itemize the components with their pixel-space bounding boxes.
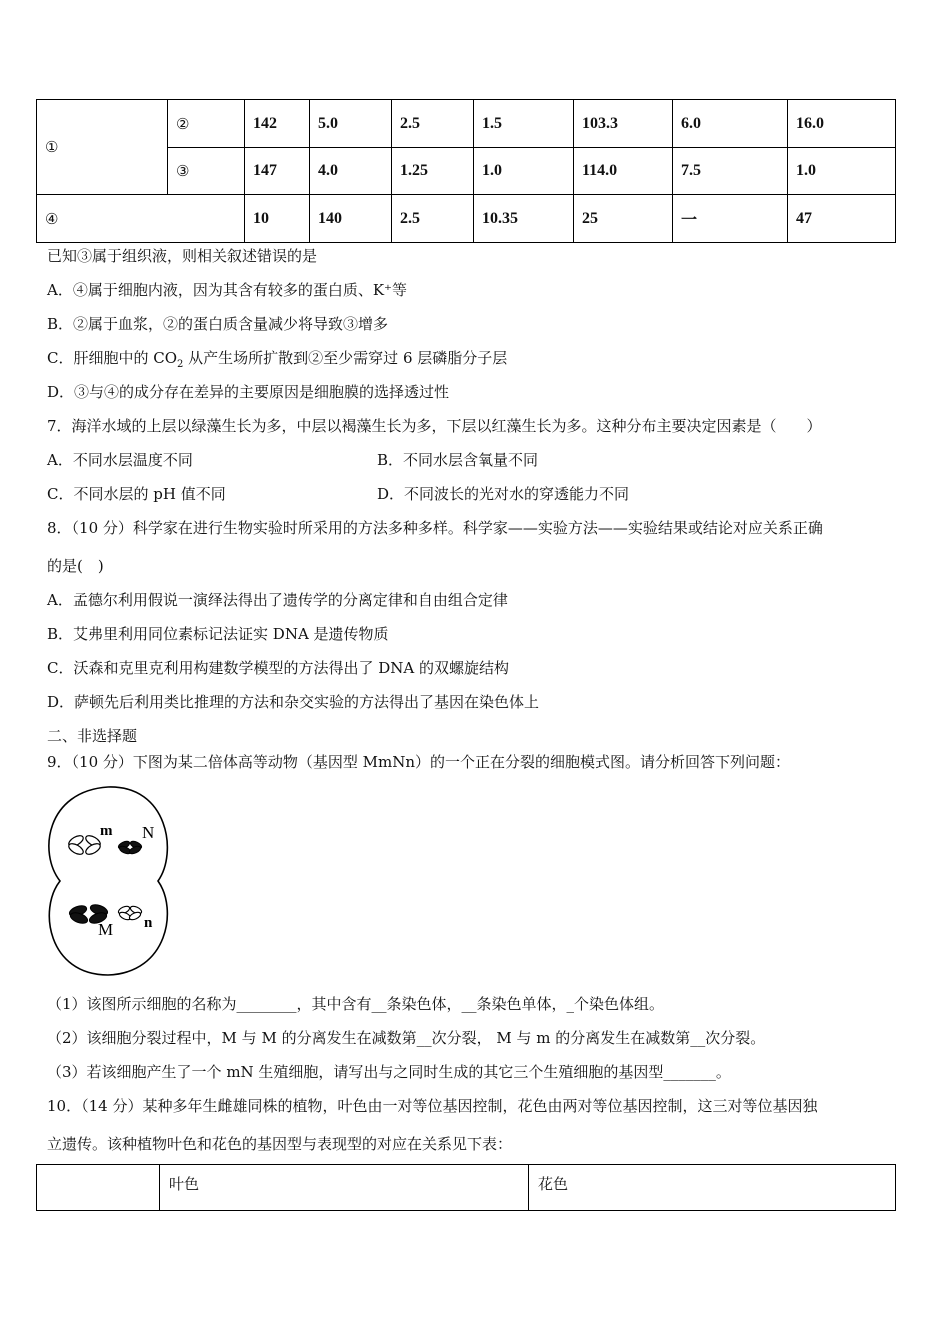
table-header-empty: [37, 1165, 160, 1211]
row-sub-label: ②: [168, 100, 245, 148]
q6-option-c-pre: C．肝细胞中的 CO: [47, 349, 178, 367]
table-cell: 10: [245, 195, 310, 243]
table-cell: 4.0: [310, 148, 392, 195]
q8-stem-line1: 8．（10 分）科学家在进行生物实验时所采用的方法多种多样。科学家——实验方法——实验结果或结论对应关系正确: [47, 519, 823, 537]
q6-option-c: [47, 348, 507, 375]
table-cell: 7.5: [673, 148, 788, 195]
table-cell: 25: [574, 195, 673, 243]
q10-stem-line1: 10．（14 分）某种多年生雌雄同株的植物，叶色由一对等位基因控制，花色由两对等位基因控制，这三对等位基因独: [47, 1097, 818, 1115]
dividing-cell-figure: [46, 783, 176, 979]
q7-option-d: D．不同波长的光对水的穿透能力不同: [377, 485, 630, 503]
table-cell: 5.0: [310, 100, 392, 148]
table-cell: 16.0: [788, 100, 896, 148]
q10-stem-line2: 立遗传。该种植物叶色和花色的基因型与表现型的对应在关系见下表：: [47, 1135, 513, 1153]
q6-option-a: A．④属于细胞内液，因为其含有较多的蛋白质、K⁺等: [47, 281, 407, 299]
q6-option-d: D．③与④的成分存在差异的主要原因是细胞膜的选择透过性: [47, 383, 450, 401]
chromosome-N: [117, 840, 142, 856]
chromosome-m: [67, 834, 102, 857]
label-m: m: [100, 823, 113, 839]
q9-part2: （2）该细胞分裂过程中，M 与 M 的分离发生在减数第__次分裂， M 与 m 的分离发生在减数第__次分裂。: [47, 1029, 766, 1047]
chromosome-n: [117, 905, 142, 922]
q8-option-d: D．萨顿先后利用类比推理的方法和杂交实验的方法得出了基因在染色体上: [47, 693, 540, 711]
table-cell: 47: [788, 195, 896, 243]
q8-option-c: C．沃森和克里克利用构建数学模型的方法得出了 DNA 的双螺旋结构: [47, 659, 509, 677]
table-cell: 1.0: [474, 148, 574, 195]
table-cell: 6.0: [673, 100, 788, 148]
table-cell: 2.5: [392, 100, 474, 148]
row-group-label: ④: [37, 195, 245, 243]
table-cell: 2.5: [392, 195, 474, 243]
table-cell: 一: [673, 195, 788, 243]
q7-option-a: A．不同水层温度不同: [47, 451, 193, 469]
q6-option-c-sub: 2: [177, 359, 184, 370]
table-header-leaf-color: 叶色: [160, 1165, 529, 1211]
section-heading: 二、非选择题: [47, 727, 138, 745]
q7-option-b: B．不同水层含氧量不同: [377, 451, 539, 469]
table-cell: 147: [245, 148, 310, 195]
table-cell: 114.0: [574, 148, 673, 195]
q9-part1: （1）该图所示细胞的名称为________，其中含有__条染色体，__条染色单体，_个染色体组。: [47, 995, 665, 1013]
label-n: n: [144, 915, 153, 931]
q6-option-b: B．②属于血浆，②的蛋白质含量减少将导致③增多: [47, 315, 389, 333]
table-cell: 103.3: [574, 100, 673, 148]
table-cell: 1.25: [392, 148, 474, 195]
q9-stem: 9．（10 分）下图为某二倍体高等动物（基因型 MmNn）的一个正在分裂的细胞模式图。请分析回答下列问题：: [47, 753, 791, 771]
label-M: M: [98, 920, 114, 939]
q6-option-c-post: 从产生场所扩散到②至少需穿过 6 层磷脂分子层: [183, 349, 508, 367]
phenotype-table: [36, 1164, 896, 1211]
table-header-flower-color: 花色: [529, 1165, 896, 1211]
row-group-label: ①: [37, 100, 168, 195]
q9-part3: （3）若该细胞产生了一个 mN 生殖细胞，请写出与之同时生成的其它三个生殖细胞的基因型_______。: [47, 1063, 731, 1081]
q6-stem: 已知③属于组织液，则相关叙述错误的是: [47, 247, 318, 265]
q8-stem-line2: 的是( ): [47, 557, 104, 575]
table-cell: 1.0: [788, 148, 896, 195]
table-cell: 140: [310, 195, 392, 243]
row-sub-label: ③: [168, 148, 245, 195]
q8-option-b: B．艾弗里利用同位素标记法证实 DNA 是遗传物质: [47, 625, 389, 643]
q7-option-c: C．不同水层的 pH 值不同: [47, 485, 226, 503]
cell-membrane: [49, 787, 167, 975]
q8-option-a: A．孟德尔利用假说一演绎法得出了遗传学的分离定律和自由组合定律: [47, 591, 508, 609]
label-N: N: [142, 823, 155, 842]
table-cell: 142: [245, 100, 310, 148]
table-cell: 1.5: [474, 100, 574, 148]
q7-stem: 7．海洋水域的上层以绿藻生长为多，中层以褐藻生长为多，下层以红藻生长为多。这种分布主要决定因素是（ ）: [47, 417, 822, 435]
table-cell: 10.35: [474, 195, 574, 243]
data-table: [36, 99, 896, 243]
